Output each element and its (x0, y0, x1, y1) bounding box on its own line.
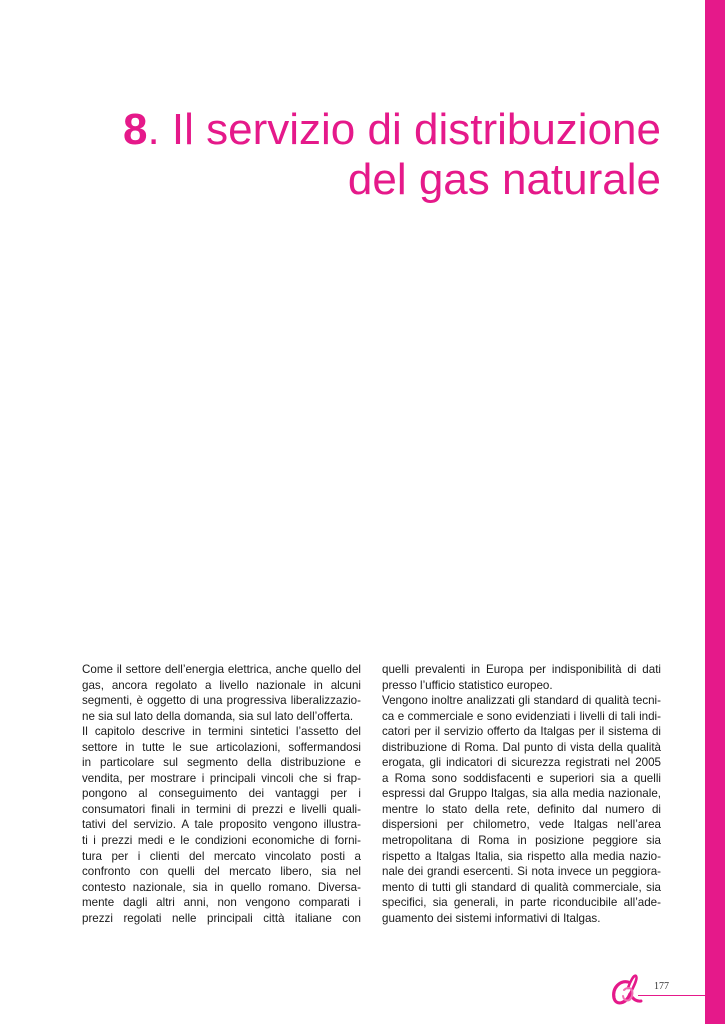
body-column-right (382, 662, 661, 926)
body-line: ti i prezzi medi e le condizioni economiche di forni- (82, 834, 361, 848)
body-line: nale dei grandi esercenti. Si nota invece un peggiora- (382, 865, 661, 879)
chapter-title-line-1 (61, 105, 661, 155)
body-line: specifici, sia generali, in parte riconducibile all’ade- (382, 896, 661, 910)
body-line: erogata, gli indicatori di sicurezza registrati nel 2005 (382, 756, 661, 770)
chapter-title-line-2: del gas naturale (347, 155, 661, 204)
body-line: catori per il servizio offerto da Italgas per il sistema di (382, 725, 661, 739)
chapter-title (61, 105, 661, 205)
body-line: dispersioni per chilometro, vede Italgas nell’area (382, 818, 661, 832)
body-line: quelli prevalenti in Europa per indisponibilità di dati (382, 663, 661, 676)
chapter-title-text-1: . Il servizio di distribuzione (147, 105, 661, 154)
body-line: distribuzione di Roma. Dal punto di vista della qualità (382, 740, 661, 754)
body-line: mentre lo stato della rete, definito dal numero di (382, 802, 661, 816)
body-line: Vengono inoltre analizzati gli standard di qualità tecni- (382, 694, 661, 708)
body-line: rispetto a Italgas Italia, sia rispetto alla media nazio- (382, 849, 661, 863)
body-line: mente dagli altri anni, non vengono comparati i (82, 896, 361, 910)
body-line: pongono al conseguimento dei vantaggi per i (82, 787, 361, 801)
body-line: Come il settore dell’energia elettrica, anche quello del (82, 663, 361, 676)
body-line: confronto con quelli del mercato libero, sia nel (82, 865, 361, 879)
body-line: ca e commerciale e sono evidenziati i livelli di tali indi- (382, 709, 661, 723)
page-number: 177 (654, 981, 669, 992)
body-line: tura per i clienti del mercato vincolato posti a (82, 849, 361, 863)
body-line: metropolitana di Roma in posizione peggiore sia (382, 834, 661, 848)
body-line: ne sia sul lato della domanda, sia sul lato dell’offerta. (82, 709, 354, 723)
body-line: Il capitolo descrive in termini sintetici l’assetto del (82, 725, 361, 739)
chapter-number: 8 (122, 105, 148, 154)
body-line: vendita, per mostrare i principali vincoli che si frap- (82, 771, 361, 785)
body-line: espressi dal Gruppo Italgas, sia alla media nazionale, (382, 787, 661, 801)
side-color-band (705, 0, 725, 1024)
stylized-a-logo-icon (606, 968, 650, 1008)
body-line: in particolare sul segmento della distribuzione e (82, 756, 361, 770)
body-line: presso l’ufficio statistico europeo. (382, 678, 553, 692)
body-line: guamento dei sistemi informativi di Italgas. (382, 911, 601, 925)
body-line: a Roma sono soddisfacenti e superiori sia a quelli (382, 771, 661, 785)
body-line: mento di tutti gli standard di qualità commerciale, sia (382, 880, 661, 894)
body-line: prezzi regolati nelle principali città italiane con (82, 911, 361, 925)
body-line: tativi del servizio. A tale proposito vengono illustra- (82, 818, 361, 832)
body-line: consumatori finali in termini di prezzi e livelli quali- (82, 802, 361, 816)
body-line: settore in tutte le sue articolazioni, soffermandosi (82, 740, 361, 754)
body-line: segmenti, è oggetto di una progressiva liberalizzazio- (82, 694, 361, 708)
body-column-left (82, 662, 361, 926)
body-line: gas, ancora regolato a livello nazionale in alcuni (82, 678, 361, 692)
body-line: contesto nazionale, sia in quello romano. Diversa- (82, 880, 361, 894)
